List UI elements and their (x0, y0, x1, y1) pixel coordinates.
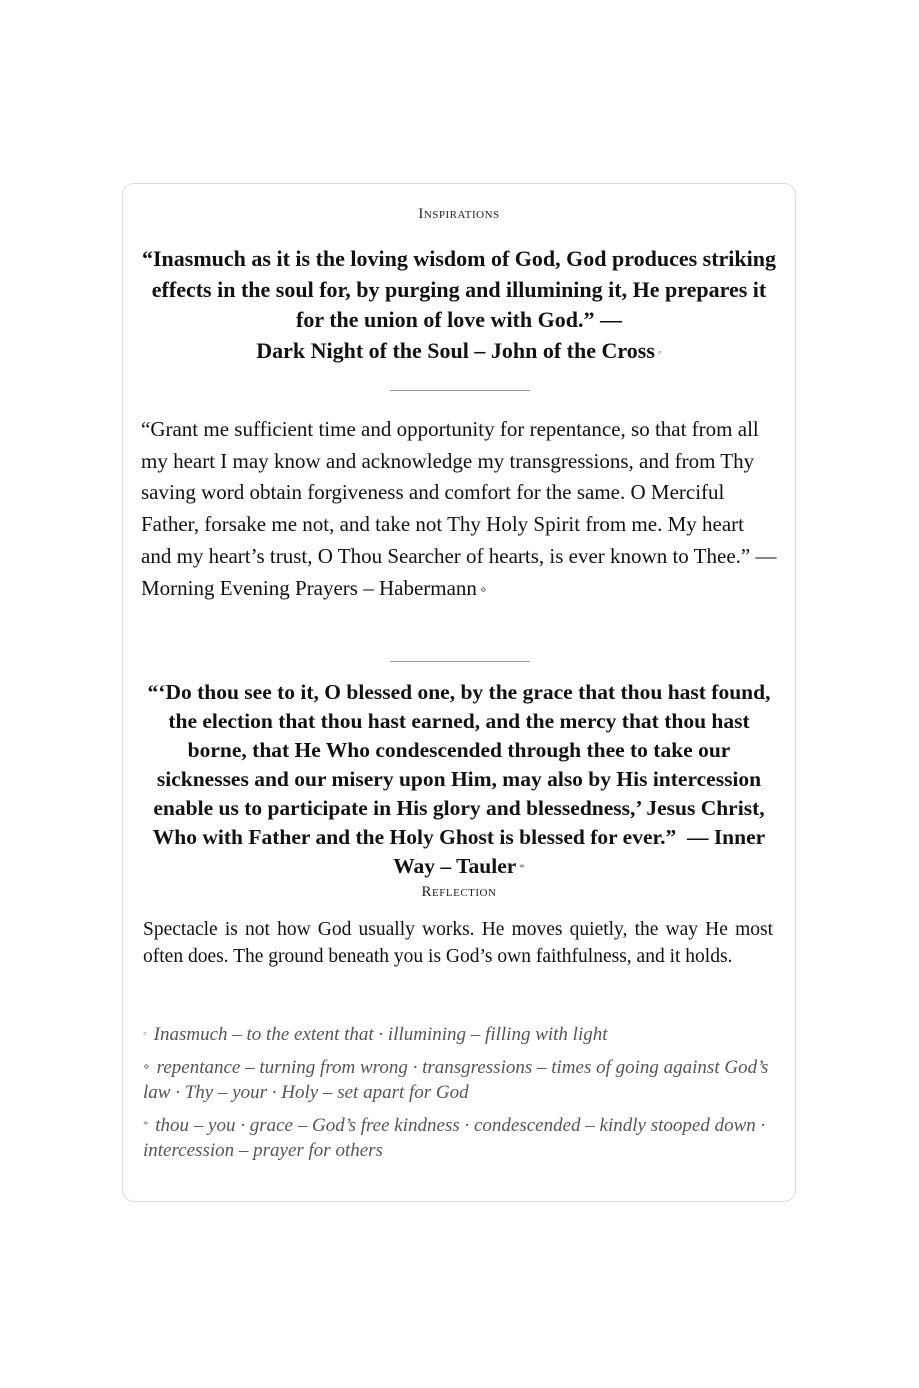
quote-dash: — (686, 825, 709, 849)
glossary-note-text: thou – you · grace – God’s free kindness · condescended – kindly stooped down · intercession – prayer for others (143, 1115, 766, 1161)
devotional-card (122, 183, 796, 1202)
footnote-marker: ⋄ (143, 1061, 150, 1073)
quote-text: “‘Do thou see to it, O blessed one, by the grace that thou hast found, the election that thou hast earned, and the mercy that thou hast borne, that He Who condescended through thee to take our sicknesses and our misery upon Him, may also by His intercession enable us to participate in His glory and blessedness,’ Jesus Christ, Who with Father and the Holy Ghost is blessed for ever.” (147, 680, 771, 849)
footnote-marker: * (519, 862, 525, 874)
footnote-marker: ◦ (657, 346, 662, 359)
reflection-text: Spectacle is not how God usually works. He moves quietly, the way He most often does. The ground beneath you is God’s own faithfulness, and it holds. (143, 919, 773, 967)
quote-source: Dark Night of the Soul – John of the Cross (256, 337, 655, 363)
divider (390, 390, 530, 391)
reflection-heading: Reflection (421, 884, 497, 900)
glossary-note-text: Inasmuch – to the extent that · illumining – filling with light (153, 1024, 608, 1045)
inspirations-heading: Inspirations (418, 206, 500, 222)
glossary-notes (143, 1022, 773, 1171)
quote-dash: — (755, 543, 777, 568)
quote-source: Inner Way – Tauler (393, 825, 766, 878)
footnote-marker: ⋄ (479, 583, 487, 596)
quote-dash: — (599, 307, 622, 332)
footnote-marker: ◦ (143, 1028, 147, 1040)
divider (390, 661, 530, 662)
glossary-note (143, 1022, 773, 1047)
quote-source: Morning Evening Prayers – Habermann (141, 575, 477, 600)
footnote-marker: * (143, 1119, 149, 1131)
quote-text: “Inasmuch as it is the loving wisdom of God, God produces striking effects in the soul for, by purging and illumining it, He prepares it for the union of love with God.” (141, 246, 777, 332)
quote-text: “Grant me sufficient time and opportunity for repentance, so that from all my heart I may know and acknowledge my transgressions, and from Thy saving word obtain forgiveness and comfort for the same. O Merciful Father, forsake me not, and take not Thy Holy Spirit from me. My heart and my heart’s trust, O Thou Searcher of hearts, is ever known to Thee.” (141, 417, 759, 568)
quote-block (141, 678, 777, 883)
quote-block (141, 244, 777, 368)
glossary-note (143, 1055, 773, 1105)
quote-block (141, 414, 779, 606)
glossary-note-text: repentance – turning from wrong · transgressions – times of going against God’s law · Thy – your · Holy – set apart for God (143, 1057, 769, 1103)
glossary-note (143, 1113, 773, 1163)
